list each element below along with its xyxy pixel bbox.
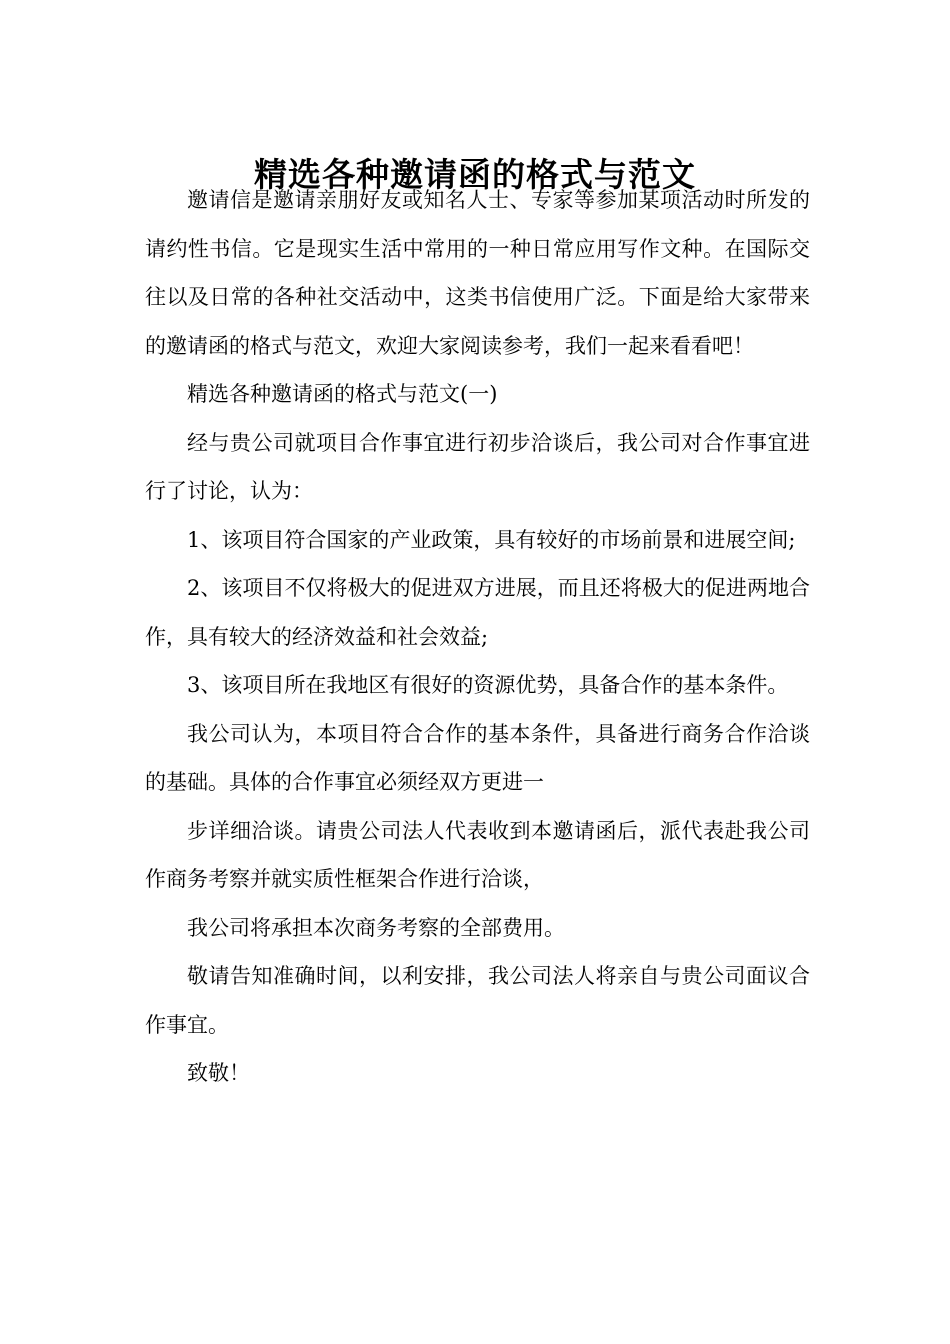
paragraph-expenses: 我公司将承担本次商务考察的全部费用。 xyxy=(187,915,565,940)
document-body xyxy=(145,176,810,1098)
paragraph-point-2: 2、该项目不仅将极大的促进双方进展，而且还将极大的促进两地合作，具有较大的经济效益和社会效益; xyxy=(145,576,810,649)
document-title: 精选各种邀请函的格式与范文 xyxy=(254,155,696,195)
paragraph-scheduling: 敬请告知准确时间，以利安排，我公司法人将亲自与贵公司面议合作事宜。 xyxy=(145,964,810,1037)
paragraph-intro: 邀请信是邀请亲朋好友或知名人士、专家等参加某项活动时所发的请约性书信。它是现实生活中常用的一种日常应用写作文种。在国际交往以及日常的各种社交活动中，这类书信使用广泛。下面是给大家带来的邀请函的格式与范文，欢迎大家阅读参考，我们一起来看看吧！ xyxy=(145,188,810,358)
paragraph-conclusion: 我公司认为，本项目符合合作的基本条件，具备进行商务合作洽谈的基础。具体的合作事宜必须经双方更进一 xyxy=(145,721,810,794)
paragraph-point-3: 3、该项目所在我地区有很好的资源优势，具备合作的基本条件。 xyxy=(187,673,789,697)
paragraph-salutation: 致敬！ xyxy=(187,1061,250,1085)
paragraph-section-heading: 精选各种邀请函的格式与范文(一) xyxy=(187,382,498,406)
paragraph-request: 步详细洽谈。请贵公司法人代表收到本邀请函后，派代表赴我公司作商务考察并就实质性框架合作进行洽谈， xyxy=(145,818,810,891)
paragraph-point-1: 1、该项目符合国家的产业政策，具有较好的市场前景和进展空间; xyxy=(187,527,796,552)
paragraph-opening: 经与贵公司就项目合作事宜进行初步洽谈后，我公司对合作事宜进行了讨论，认为： xyxy=(145,430,810,503)
